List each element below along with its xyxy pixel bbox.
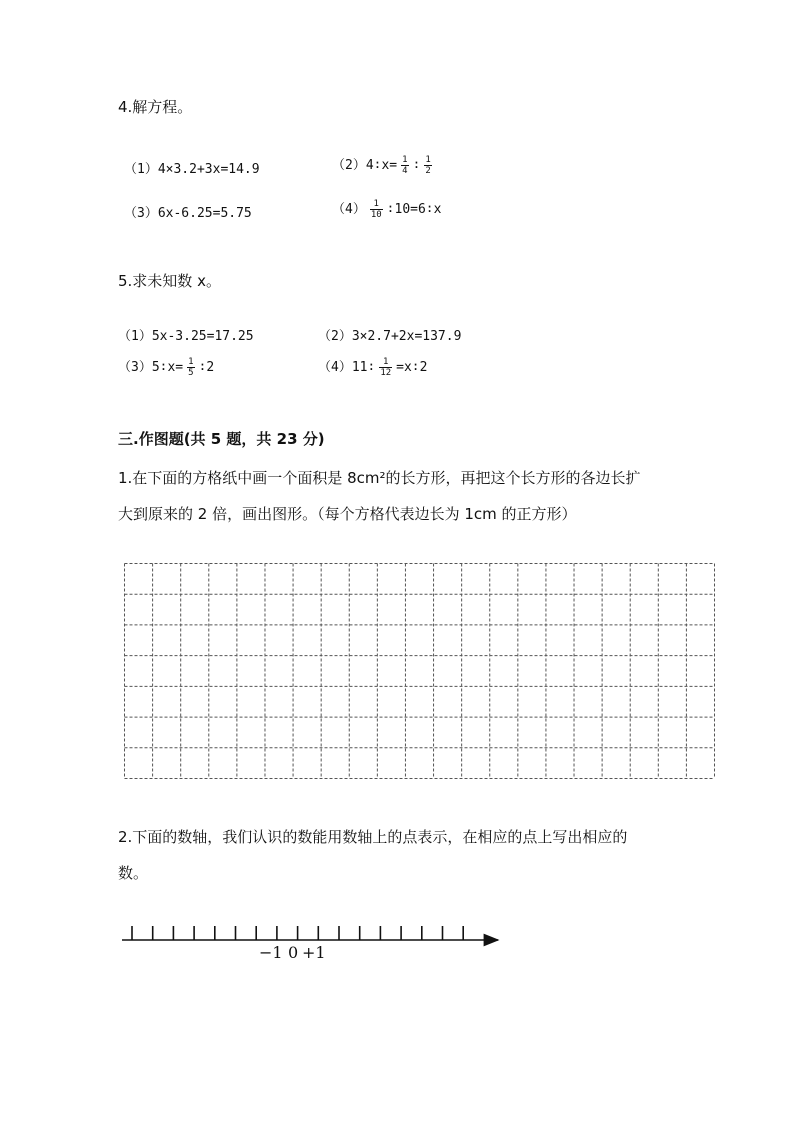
q5-item-4-pre: 11∶ (351, 360, 376, 375)
fraction-denominator: 5 (188, 368, 194, 378)
q5-item-3-post: ∶2 (198, 360, 215, 375)
fraction-numerator: 1 (370, 199, 383, 210)
number-line[interactable] (118, 920, 508, 965)
q5-item-4 (318, 356, 427, 378)
fraction-denominator: 12 (380, 368, 392, 378)
fraction-denominator: 4 (402, 166, 408, 176)
q4-item-4-post: ∶10=6∶x (386, 202, 442, 217)
fraction-numerator: 1 (425, 155, 431, 165)
problem-2-line-2: 数。 (118, 864, 149, 882)
q5-item-1 (118, 325, 254, 344)
axis-label-zero: 0 (288, 943, 299, 962)
q4-item-3 (124, 202, 252, 221)
q4-item-1-label: （1） (124, 162, 158, 177)
q4-item-3-text: 6x-6.25=5.75 (157, 206, 252, 221)
q5-title: 5.求未知数 x。 (118, 272, 221, 290)
q5-item-3-label: （3） (118, 360, 152, 375)
problem-2-line-1: 2.下面的数轴，我们认识的数能用数轴上的点表示，在相应的点上写出相应的 (118, 828, 628, 846)
fraction-denominator: 10 (370, 210, 382, 220)
fraction-denominator: 2 (425, 166, 431, 176)
q5-item-4-label: （4） (318, 360, 352, 375)
q5-item-3-fraction (187, 357, 194, 378)
q5-item-1-text: 5x-3.25=17.25 (151, 329, 254, 344)
axis-label-positive-one: +1 (302, 943, 326, 962)
q5-item-1-label: （1） (118, 329, 152, 344)
q4-item-1-text: 4×3.2+3x=14.9 (157, 162, 260, 177)
q4-item-4-fraction (370, 199, 383, 220)
q5-item-2 (318, 325, 461, 344)
axis-label-negative-one: −1 (259, 943, 283, 962)
q4-item-2-pre: 4∶x= (365, 158, 398, 173)
q5-item-3-pre: 5∶x= (151, 360, 184, 375)
q4-item-2-fraction-1 (401, 155, 408, 176)
problem-1-line-1: 1.在下面的方格纸中画一个面积是 8cm²的长方形，再把这个长方形的各边长扩 (118, 469, 641, 487)
q4-item-4-label: （4） (332, 202, 366, 217)
fraction-numerator: 1 (402, 155, 408, 165)
fraction-numerator: 1 (188, 357, 194, 367)
problem-1-line-2: 大到原来的 2 倍，画出图形。（每个方格代表边长为 1cm 的正方形） (118, 505, 577, 523)
square-grid[interactable] (124, 563, 715, 779)
q4-item-2-mid: ∶ (412, 158, 421, 173)
q4-item-2 (332, 154, 436, 176)
q5-item-2-label: （2） (318, 329, 352, 344)
q4-item-1 (124, 158, 260, 177)
q5-item-4-post: =x∶2 (396, 360, 428, 375)
q4-title: 4.解方程。 (118, 98, 193, 116)
fraction-numerator: 1 (379, 357, 392, 368)
q4-item-2-label: （2） (332, 158, 366, 173)
q5-item-4-fraction (379, 357, 392, 378)
section-heading: 三.作图题(共 5 题，共 23 分) (118, 430, 325, 448)
q4-item-2-fraction-2 (424, 155, 431, 176)
q5-item-3 (118, 356, 214, 378)
q4-item-3-label: （3） (124, 206, 158, 221)
q4-item-4 (332, 198, 441, 220)
q5-item-2-text: 3×2.7+2x=137.9 (351, 329, 462, 344)
